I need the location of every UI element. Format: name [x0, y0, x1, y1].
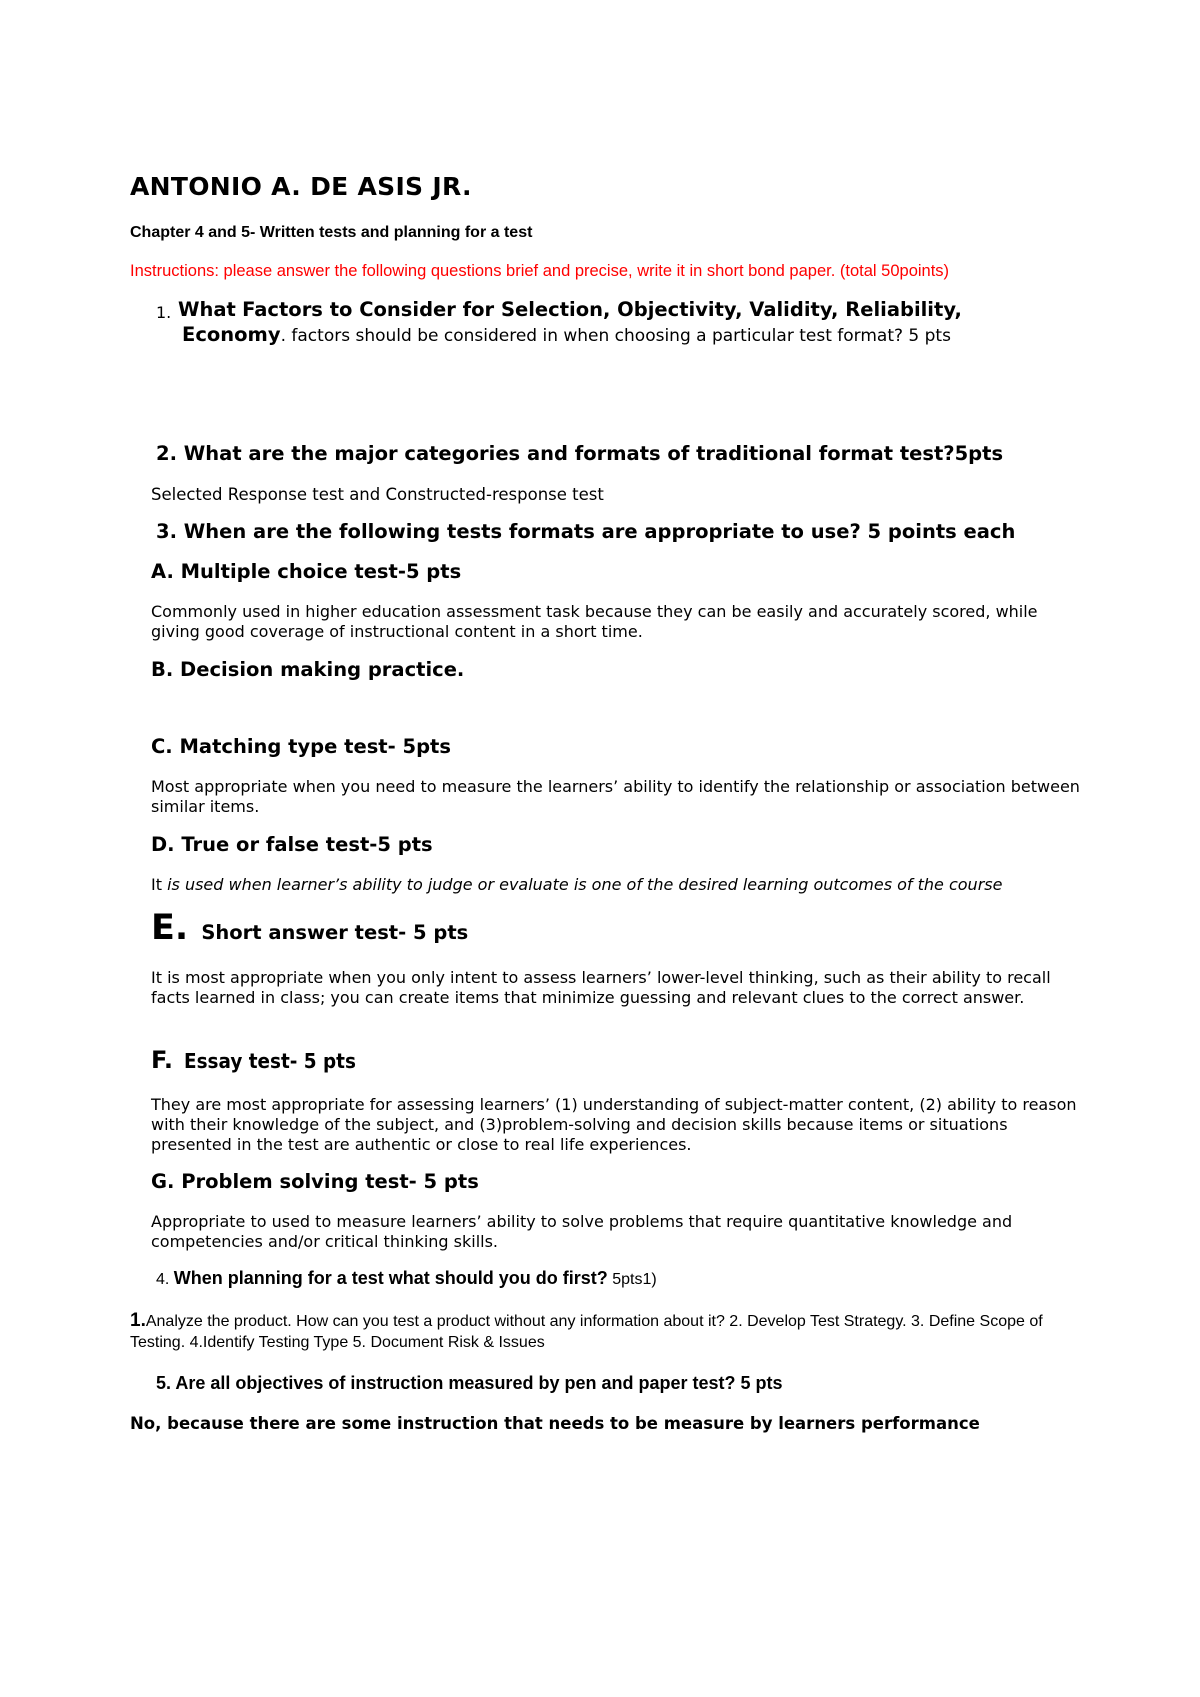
q3a-title: A. Multiple choice test-5 pts — [151, 560, 462, 583]
q4-answer — [130, 1310, 1090, 1353]
q3d-answer-prefix: It — [151, 875, 168, 894]
q1-line-2 — [182, 323, 951, 346]
q1-rest: . factors should be considered in when choosing a particular test format? 5 pts — [280, 326, 951, 346]
q3f-title: Essay test- 5 pts — [184, 1049, 357, 1073]
q3g-title: G. Problem solving test- 5 pts — [151, 1170, 479, 1193]
q1-what: What — [178, 298, 236, 321]
q3a-answer: Commonly used in higher education assessment task because they can be easily and accurately scored, while giving good coverage of instructional content in a short time. — [151, 602, 1038, 641]
q2-answer: Selected Response test and Constructed-response test — [151, 485, 604, 504]
chapter-title: Chapter 4 and 5- Written tests and planning for a test — [130, 224, 533, 241]
q2-question: 2. What are the major categories and formats of traditional format test?5pts — [156, 442, 1004, 465]
author-name: ANTONIO A. DE ASIS JR. — [130, 172, 472, 201]
q5-question: 5. Are all objectives of instruction measured by pen and paper test? 5 pts — [156, 1373, 783, 1393]
q3-question: 3. When are the following tests formats are appropriate to use? 5 points each — [156, 520, 1016, 543]
q4-answer-number: 1. — [130, 1310, 146, 1331]
q3f-letter: F. — [151, 1046, 173, 1074]
q3d-title: D. True or false test-5 pts — [151, 833, 433, 856]
q1-economy: Economy — [182, 323, 281, 346]
q3b-title: B. Decision making practice. — [151, 658, 465, 681]
q3e-heading — [151, 908, 468, 948]
q4-pts: 5pts1) — [612, 1271, 657, 1288]
q3d-answer — [151, 875, 1002, 895]
q1-factors: Factors to Consider for Selection, Objectivity, Validity, Reliability, — [242, 298, 962, 321]
q3e-title: Short answer test- 5 pts — [201, 921, 469, 944]
q5-answer: No, because there are some instruction that needs to be measure by learners performance — [130, 1414, 980, 1433]
q4-question: When planning for a test what should you do first? — [173, 1268, 608, 1288]
q3c-answer: Most appropriate when you need to measure the learners’ ability to identify the relationship or association between similar items. — [151, 777, 1080, 816]
q3c-title: C. Matching type test- 5pts — [151, 735, 451, 758]
q4-heading — [156, 1268, 657, 1289]
q1-line-1 — [178, 298, 962, 321]
q1-number: 1. — [156, 303, 172, 322]
q4-number: 4. — [156, 1271, 170, 1288]
q3g-answer: Appropriate to used to measure learners’ ability to solve problems that require quantitative knowledge and competencies and/or critical thinking skills. — [151, 1212, 1013, 1251]
instructions: Instructions: please answer the following questions brief and precise, write it in short bond paper. (total 50points) — [130, 262, 950, 280]
q3f-answer: They are most appropriate for assessing learners’ (1) understanding of subject-matter content, (2) ability to reason with their knowledge of the subject, and (3)problem-solving and decision skills because items or situations presented in the test are authentic or close to real life experiences. — [151, 1095, 1077, 1154]
q3f-heading — [151, 1046, 371, 1074]
q3e-answer: It is most appropriate when you only intent to assess learners’ lower-level thinking, such as their ability to recall facts learned in class; you can create items that minimize guessing and relevant clues to the correct answer. — [151, 968, 1051, 1007]
q4-answer-text: Analyze the product. How can you test a product without any information about it? 2. Develop Test Strategy. 3. Define Scope of Testing. 4.Identify Testing Type 5. Document Risk & Issues — [130, 1313, 1043, 1351]
q3e-letter: E. — [151, 908, 189, 948]
q3d-answer-italic: is used when learner’s ability to judge or evaluate is one of the desired learning outcomes of the course — [167, 875, 1003, 894]
